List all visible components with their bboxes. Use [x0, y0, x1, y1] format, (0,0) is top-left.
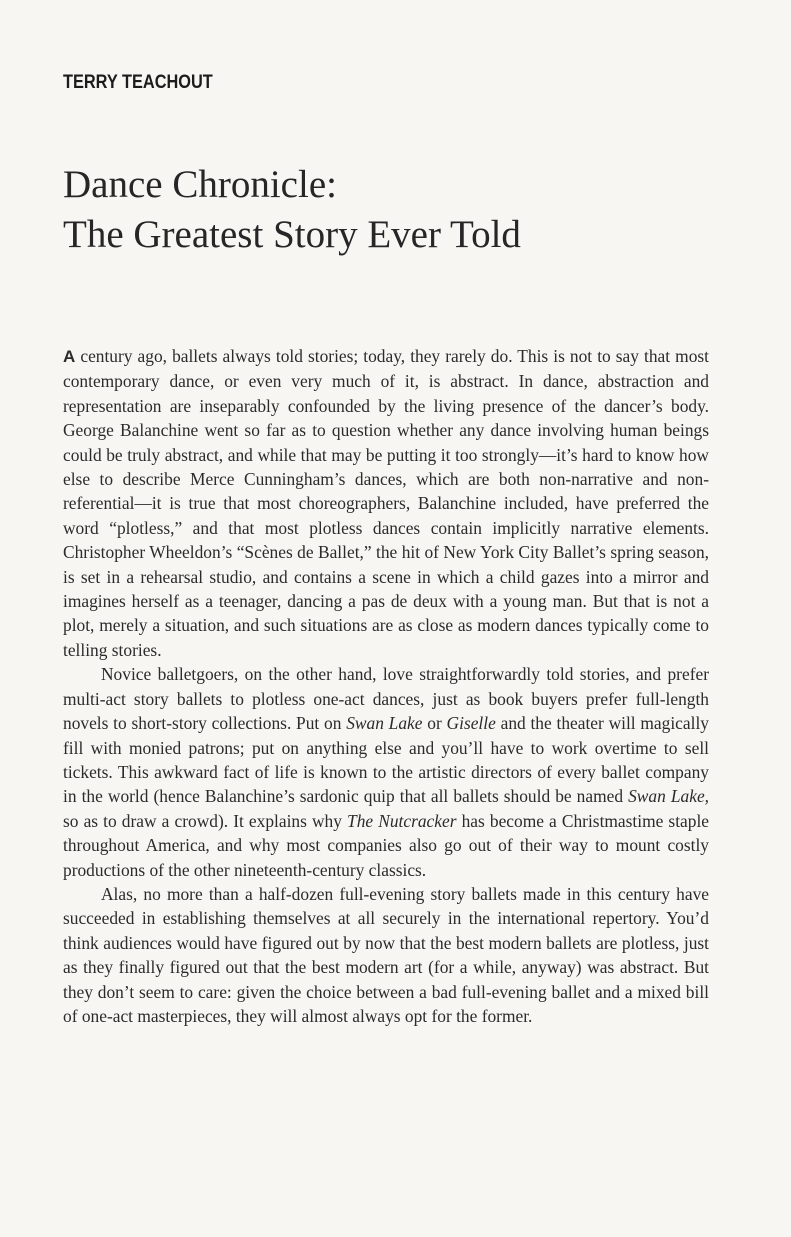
title-line-2: The Greatest Story Ever Told — [63, 213, 521, 256]
lead-letter: A — [63, 347, 76, 366]
paragraph-2-text-c: and the theater will magically fill with monied patrons; put on anything else and you’ll have to work overtime to sell tickets. This awkward fact of life is known to the artistic directors of every ballet company in the world (hence Balanchine’s sardonic quip that all ballets should be named — [63, 713, 709, 807]
paragraph-1-text: century ago, ballets always told stories; today, they rarely do. This is not to say that most contemporary dance, or even very much of it, is abstract. In dance, abstraction and representation are inseparably confounded by the living presence of the dancer’s body. George Balanchine went so far as to question whether any dance involving human beings could be truly abstract, and while that may be putting it too strongly—it’s hard to know how else to describe Merce Cunningham’s dances, which are both non-narrative and non-referential—it is true that most choreographers, Balanchine included, have preferred the word “plotless,” and that most plotless dances contain implicitly narrative elements. Christopher Wheeldon’s “Scènes de Ballet,” the hit of New York City Ballet’s spring season, is set in a rehearsal studio, and contains a scene in which a child gazes into a mirror and imagines herself as a teenager, dancing a pas de deux with a young man. But that is not a plot, merely a situation, and such situations are as close as modern dances typically come to telling stories. — [63, 346, 709, 660]
author-name: TERRY TEACHOUT — [63, 72, 213, 93]
article-body — [63, 344, 709, 1028]
paragraph-2-text-d: so as to draw a crowd). It explains why — [63, 810, 342, 831]
paragraph-2-text-b: or — [427, 713, 442, 734]
title-giselle: Giselle — [446, 713, 496, 734]
title-swan-lake: Swan Lake — [346, 713, 423, 734]
paragraph-1 — [63, 344, 709, 662]
paragraph-3-text: Alas, no more than a half-dozen full-evening story ballets made in this century have succeeded in establishing themselves at all securely in the international repertory. You’d think audiences would have figured out by now that the best modern ballets are plotless, just as they finally figured out that the best modern art (for a while, anyway) was abstract. But they don’t seem to care: given the choice between a bad full-evening ballet and a mixed bill of one-act masterpieces, they will almost always opt for the former. — [63, 883, 709, 1026]
title-swan-lake-2: Swan Lake, — [628, 786, 710, 807]
paragraph-3 — [63, 882, 709, 1028]
paragraph-2-text-a: Novice balletgoers, on the other hand, love straightforwardly told stories, and prefer multi-act story ballets to plotless one-act dances, just as book buyers prefer full-length novels to short-story collections. Put on — [63, 664, 709, 734]
article-title — [63, 160, 723, 260]
paragraph-2 — [63, 662, 709, 882]
paragraph-2-text-e: has become a Christmastime staple throughout America, and why most companies also go out of their way to mount costly productions of the other nineteenth-century classics. — [63, 810, 709, 880]
title-line-1: Dance Chronicle: — [63, 163, 337, 206]
title-nutcracker: The Nutcracker — [347, 810, 457, 831]
